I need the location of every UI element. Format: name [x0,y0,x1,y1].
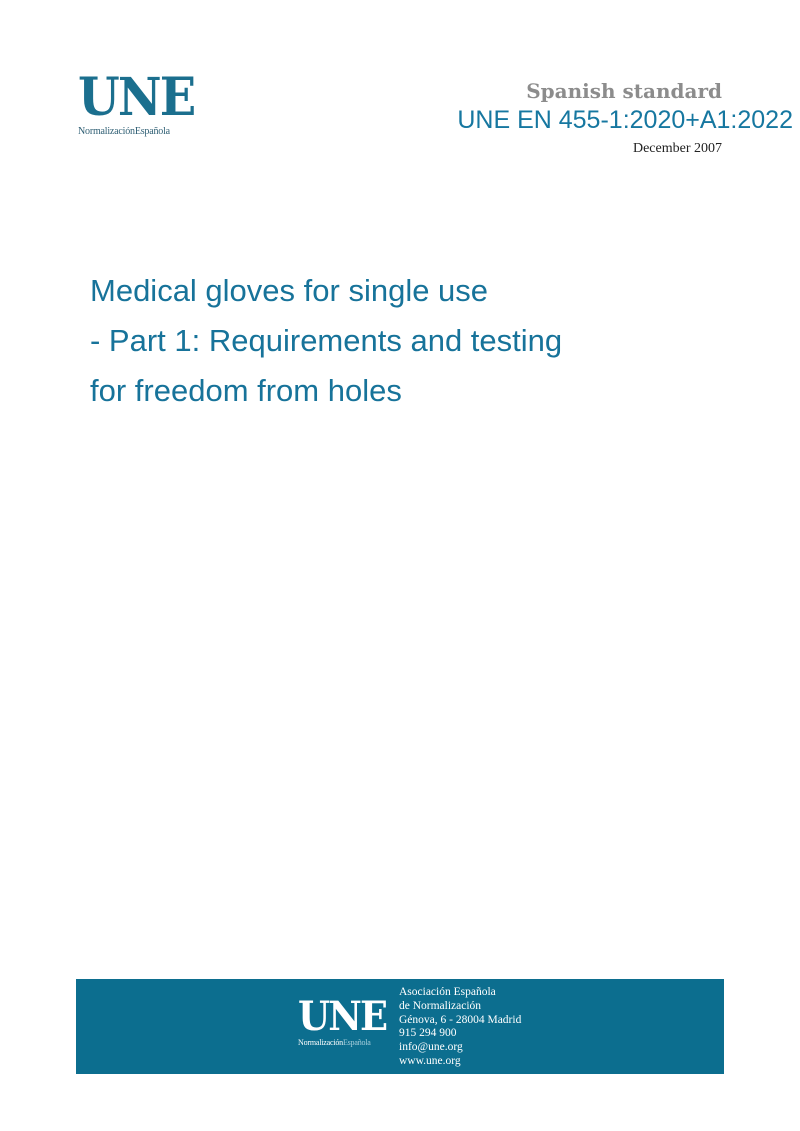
footer-band [76,979,724,1074]
document-type: Spanish standard [526,79,722,103]
footer-contact-info [399,986,521,1069]
title-line: - Part 1: Requirements and testing [90,323,563,358]
logo-tagline-b: Española [134,126,170,137]
title-line: for freedom from holes [90,373,402,408]
footer-une-logo [298,993,388,1047]
logo-tagline-a: Normalización [78,126,135,137]
website-line: www.une.org [399,1054,461,1067]
document-title [90,266,710,416]
address-line: Génova, 6 - 28004 Madrid [399,1013,522,1026]
org-name-line: Asociación Española [399,986,496,998]
org-name-line: de Normalización [399,999,482,1012]
une-logo [78,67,198,144]
footer-logo-tagline-a: Normalización [298,1038,343,1047]
title-line: Medical gloves for single use [90,273,489,308]
document-header [457,78,793,160]
logo-wordmark: UNE [78,67,195,128]
footer-logo-wordmark: UNE [298,993,387,1040]
standard-code: UNE EN 455-1:2020+A1:2022 [457,106,793,134]
publication-date: December 2007 [632,141,722,156]
footer-logo-tagline-b: Española [342,1038,371,1047]
email-line: info@une.org [399,1041,463,1054]
phone-line: 915 294 900 [399,1027,457,1040]
